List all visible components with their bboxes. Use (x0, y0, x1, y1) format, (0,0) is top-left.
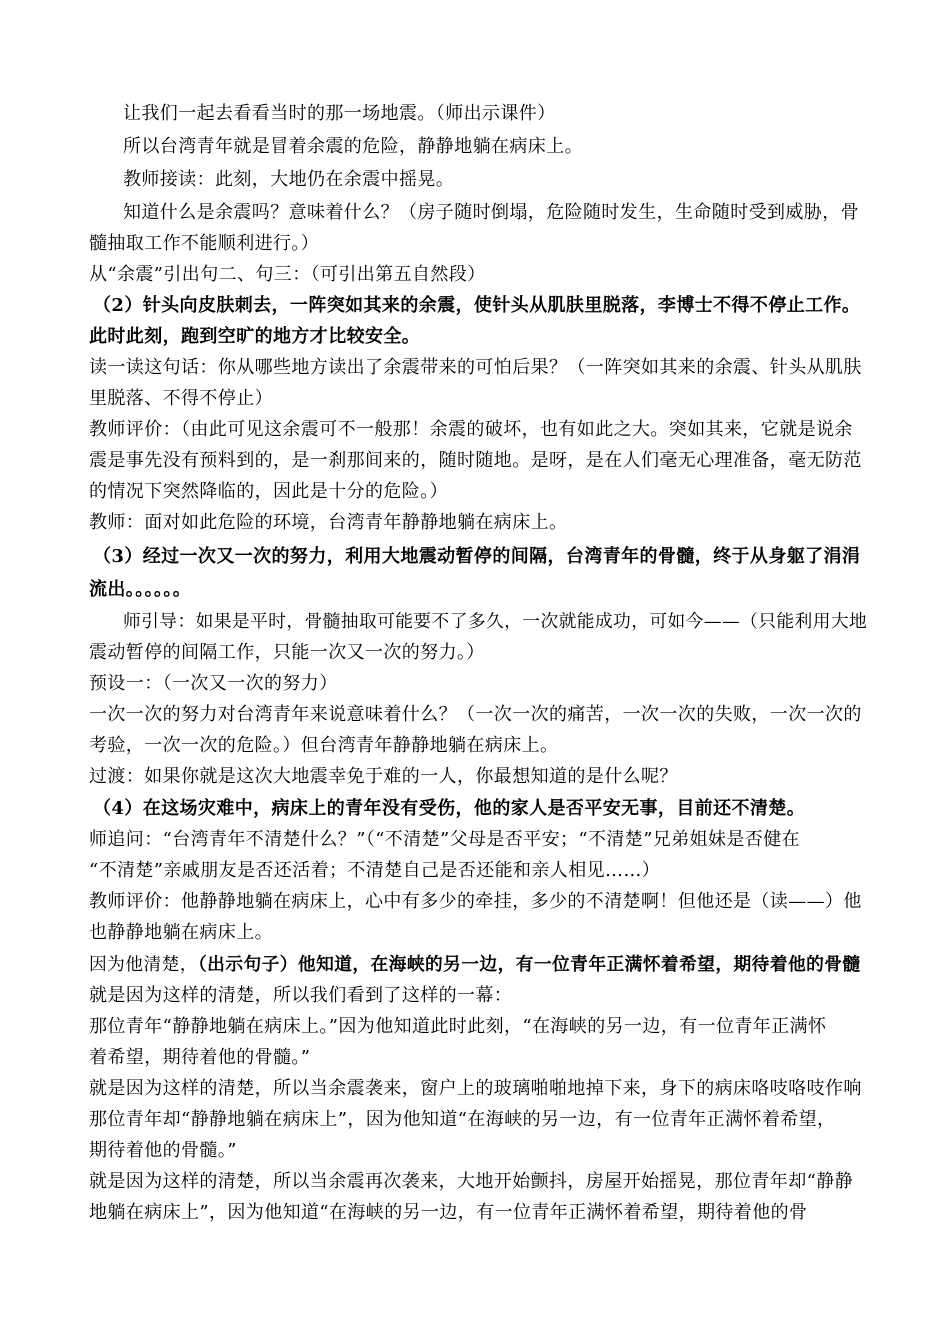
text-line: 那位青年“静静地躺在病床上。”因为他知道此时此刻，“在海峡的另一边，有一位青年正满怀 (89, 1016, 827, 1037)
text-line: 知道什么是余震吗？意味着什么？（房子随时倒塌，危险随时发生，生命随时受到威胁，骨 (123, 202, 859, 223)
text-line: 让我们一起去看看当时的那一场地震。（师出示课件） (123, 103, 556, 124)
text-line: 震是事先没有预料到的，是一刹那间来的，随时随地。是呀，是在人们毫无心理准备，毫无防范 (89, 450, 862, 471)
text-line: 师追问：“台湾青年不清楚什么？”（“不清楚”父母是否平安；“不清楚”兄弟姐妹是否健在 (89, 829, 801, 850)
text-line: 就是因为这样的清楚，所以当余震袭来，窗户上的玻璃啪啪地掉下来，身下的病床咯吱咯吱作响 (89, 1078, 862, 1099)
text-line: 所以台湾青年就是冒着余震的危险，静静地躺在病床上。 (123, 136, 583, 157)
text-line: 期待着他的骨髓。” (89, 1140, 237, 1161)
text-line: 过渡：如果你就是这次大地震幸免于难的一人，你最想知道的是什么呢？ (89, 766, 678, 787)
text-line: 就是因为这样的清楚，所以我们看到了这样的一幕： (89, 985, 513, 1006)
text-line: 考验，一次一次的危险。）但台湾青年静静地躺在病床上。 (89, 735, 559, 756)
text-line: 教师：面对如此危险的环境，台湾青年静静地躺在病床上。 (89, 512, 568, 533)
key-sentence-2: （2）针头向皮肤刺去，一阵突如其来的余震，使针头从肌肤里脱落，李博士不得不停止工作。 (93, 295, 861, 316)
text-line: 教师接读：此刻，大地仍在余震中摇晃。 (123, 169, 455, 190)
text-line: 髓抽取工作不能顺利进行。） (89, 233, 320, 254)
text-line-mixed (89, 952, 861, 978)
text-line: 读一读这句话：你从哪些地方读出了余震带来的可怕后果？（一阵突如其来的余震、针头从肌肤 (89, 357, 862, 378)
text-line: 从“余震”引出句二、句三：（可引出第五自然段） (89, 264, 486, 285)
key-sentence-3-cont: 流出。。。。。。 (89, 579, 192, 600)
text-line: 震动暂停的间隔工作，只能一次又一次的努力。） (89, 642, 485, 663)
text-line: “不清楚”亲戚朋友是否还活着；不清楚自己是否还能和亲人相见……） (89, 860, 661, 881)
key-sentence-4: （4）在这场灾难中，病床上的青年没有受伤，他的家人是否平安无事，目前还不清楚。 (93, 798, 806, 819)
text-line: 地躺在病床上”，因为他知道“在海峡的另一边，有一位青年正满怀着希望，期待着他的骨 (89, 1202, 808, 1223)
text-line: 一次一次的努力对台湾青年来说意味着什么？（一次一次的痛苦，一次一次的失败，一次一次的 (89, 704, 862, 725)
key-sentence-quote: （出示句子）他知道，在海峡的另一边，有一位青年正满怀着希望，期待着他的骨髓 (197, 954, 861, 975)
text-line: 教师评价：（由此可见这余震可不一般那！余震的破坏，也有如此之大。突如其来，它就是说余 (89, 419, 853, 440)
text-line: 预设一：（一次又一次的努力） (89, 673, 338, 694)
text-run: 因为他清楚， (89, 955, 198, 975)
key-sentence-2-cont: 此时此刻，跑到空旷的地方才比较安全。 (89, 326, 421, 347)
text-line: 着希望，期待着他的骨髓。” (89, 1047, 311, 1068)
text-line: 那位青年却“静静地躺在病床上”，因为他知道“在海峡的另一边，有一位青年正满怀着希望， (89, 1109, 836, 1130)
text-line: 里脱落、不得不停止） (89, 388, 273, 409)
text-line: 教师评价：他静静地躺在病床上，心中有多少的牵挂，多少的不清楚啊！但他还是（读——）他 (89, 891, 862, 912)
text-line: 就是因为这样的清楚，所以当余震再次袭来，大地开始颤抖，房屋开始摇晃，那位青年却“静静 (89, 1171, 853, 1192)
text-line: 的情况下突然降临的，因此是十分的危险。） (89, 481, 448, 502)
text-line: 也静静地躺在病床上。 (89, 922, 273, 943)
key-sentence-3: （3）经过一次又一次的努力，利用大地震动暂停的间隔，台湾青年的骨髓，终于从身躯了涓涓 (93, 546, 861, 567)
text-line: 师引导：如果是平时，骨髓抽取可能要不了多久，一次就能成功，可如今——（只能利用大地 (123, 612, 868, 632)
